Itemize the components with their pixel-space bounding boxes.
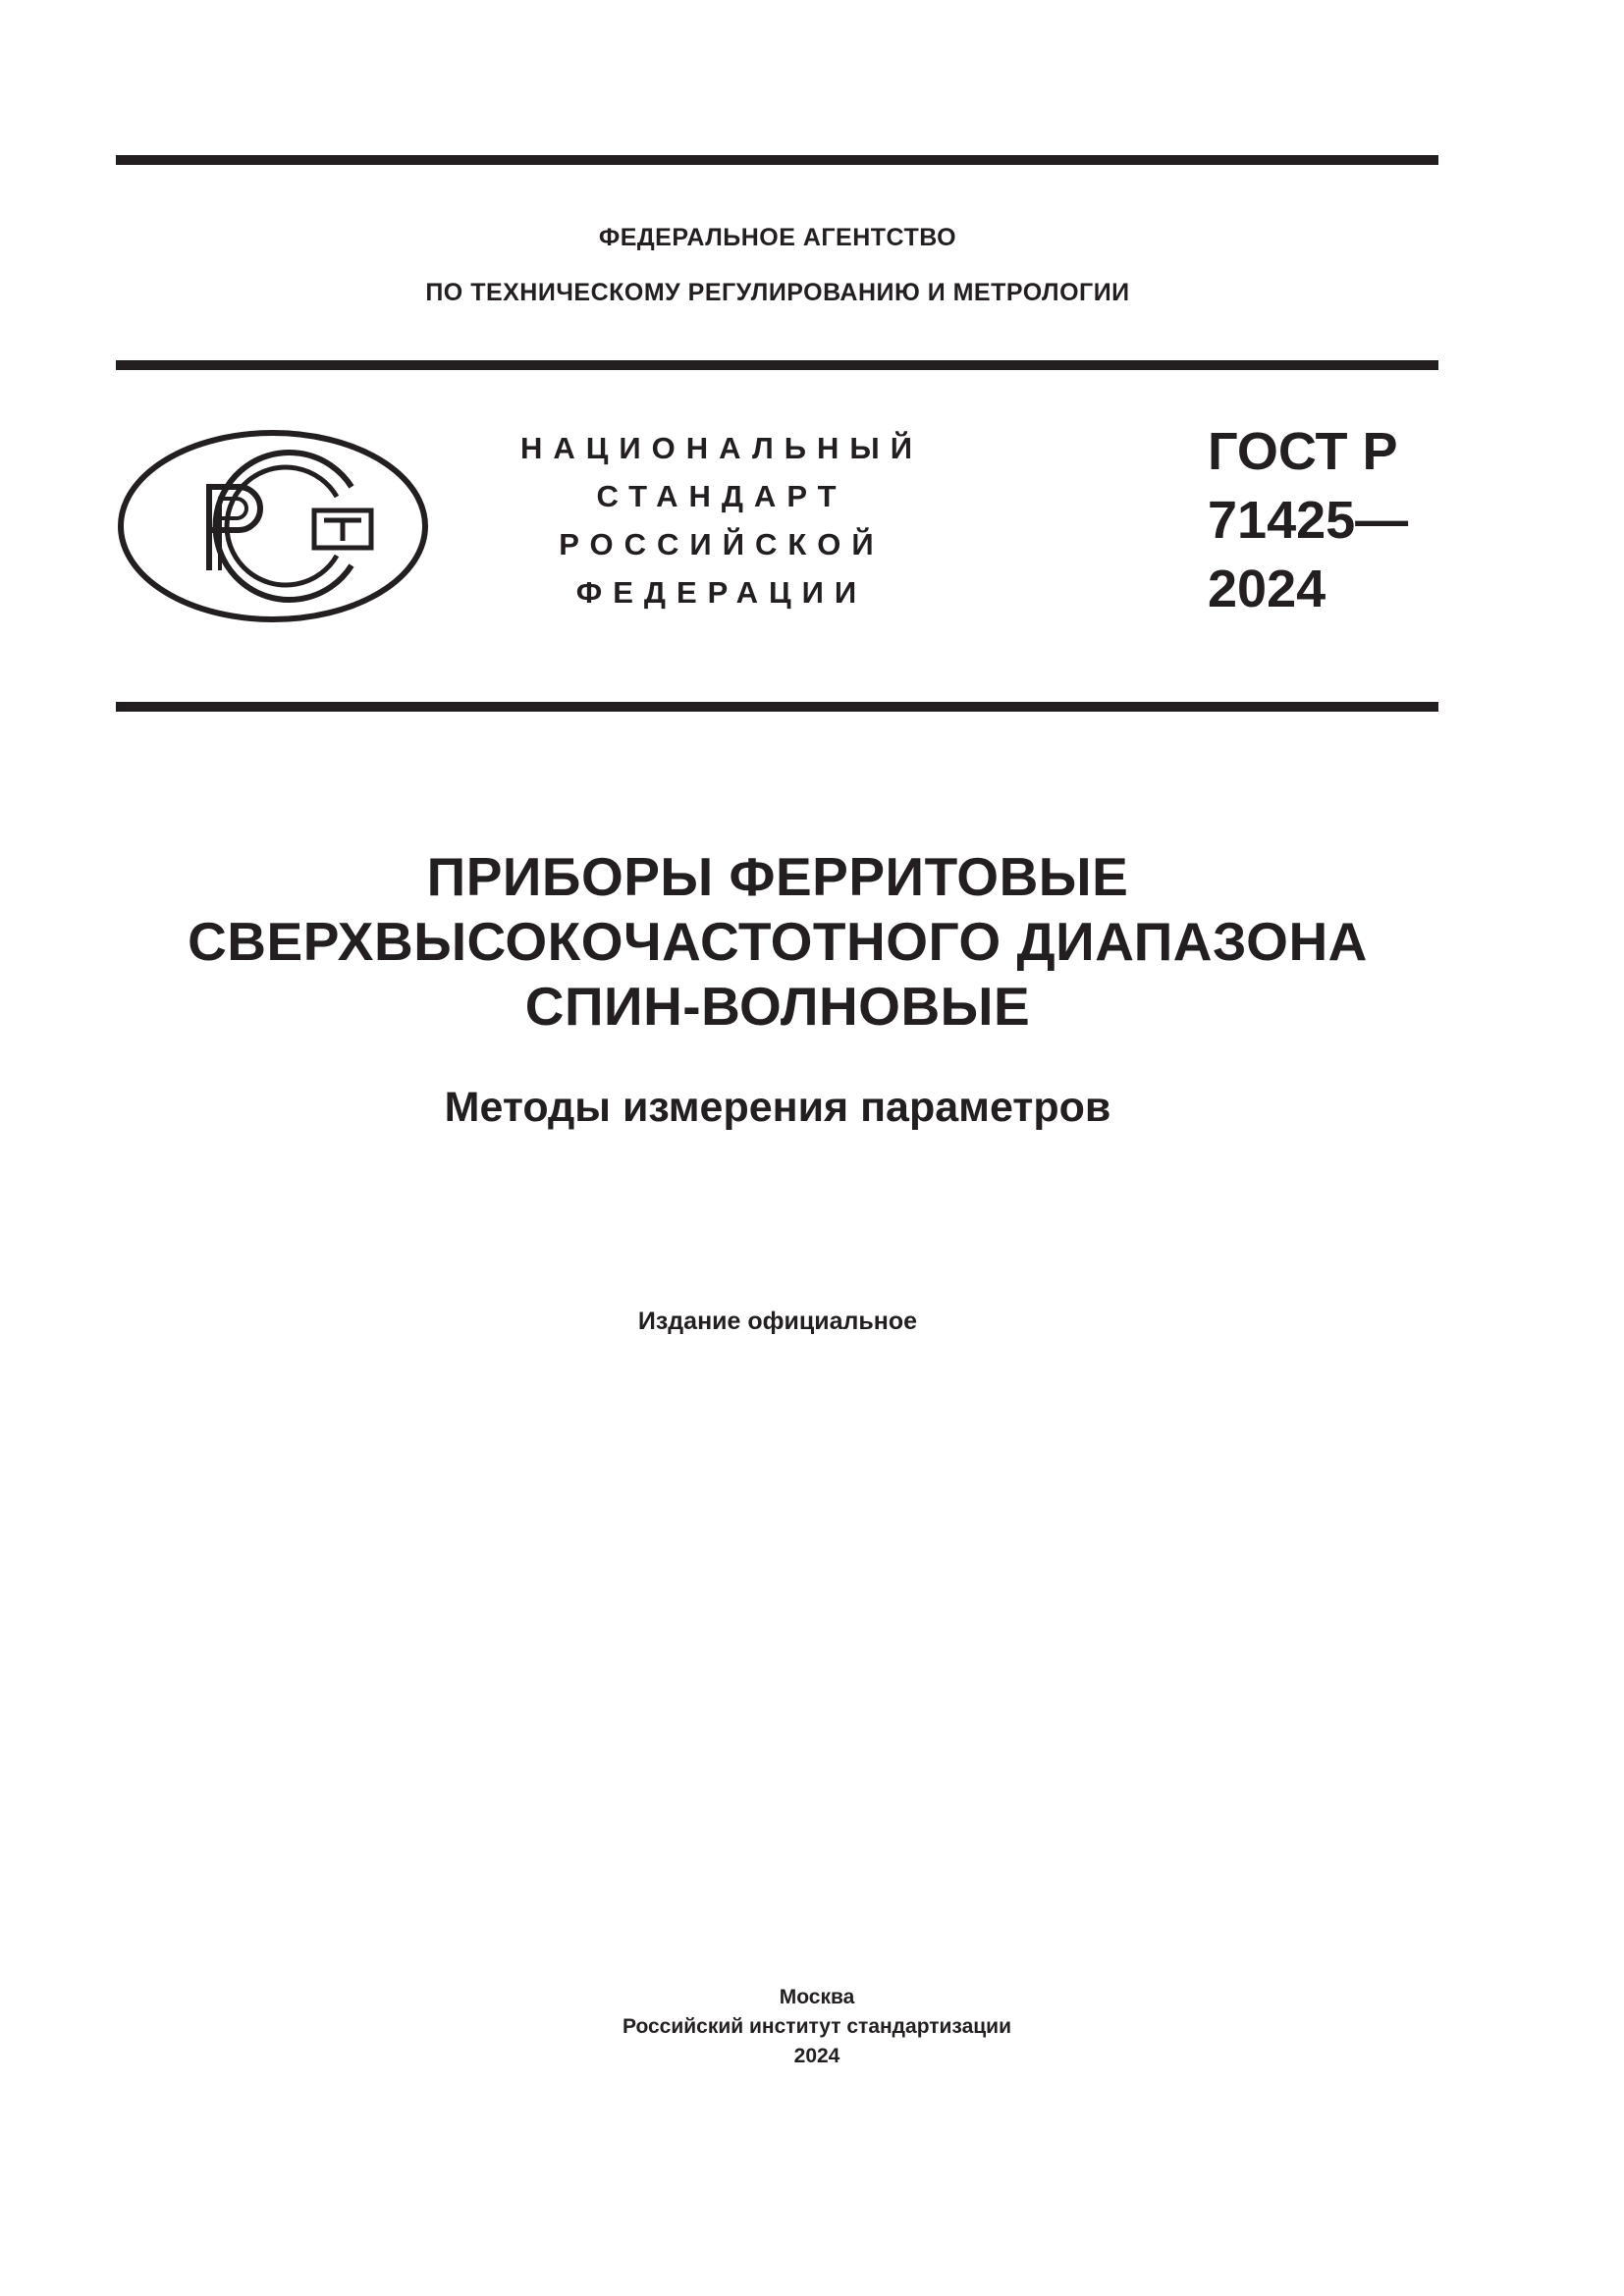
top-rule [116, 155, 1438, 165]
standard-type-line-4: ФЕДЕРАЦИИ [575, 575, 868, 610]
document-subtitle: Методы измерения параметров [444, 1084, 1111, 1131]
standard-type-line-1: НАЦИОНАЛЬНЫЙ [519, 431, 924, 465]
title-line-3: СПИН-ВОЛНОВЫЕ [524, 976, 1031, 1037]
standard-designation [1208, 417, 1408, 623]
title-line-1: ПРИБОРЫ ФЕРРИТОВЫЕ [426, 846, 1129, 907]
document-title [0, 844, 1555, 1039]
standard-type-line-2: СТАНДАРТ [596, 479, 847, 513]
imprint-year: 2024 [793, 2045, 840, 2067]
header-divider-rule [116, 360, 1438, 370]
designation-line-2: 71425— [1208, 491, 1409, 550]
imprint [0, 1983, 1624, 2071]
rst-certification-mark-icon [116, 428, 430, 624]
imprint-city: Москва [779, 1986, 855, 2008]
agency-name-line-2: ПО ТЕХНИЧЕСКОМУ РЕГУЛИРОВАНИЮ И МЕТРОЛОГИИ [425, 279, 1130, 306]
agency-name-line-1: ФЕДЕРАЛЬНОЕ АГЕНТСТВО [598, 224, 957, 251]
title-line-2: СВЕРХВЫСОКОЧАСТОТНОГО ДИАПАЗОНА [188, 911, 1368, 972]
standard-type-block [469, 424, 974, 616]
edition-note: Издание официальное [637, 1308, 918, 1335]
standard-type-line-3: РОССИЙСКОЙ [559, 527, 885, 561]
imprint-publisher: Российский институт стандартизации [622, 2015, 1012, 2038]
designation-line-1: ГОСТ Р [1208, 422, 1398, 481]
designation-line-3: 2024 [1208, 560, 1326, 618]
masthead-bottom-rule [116, 702, 1438, 712]
